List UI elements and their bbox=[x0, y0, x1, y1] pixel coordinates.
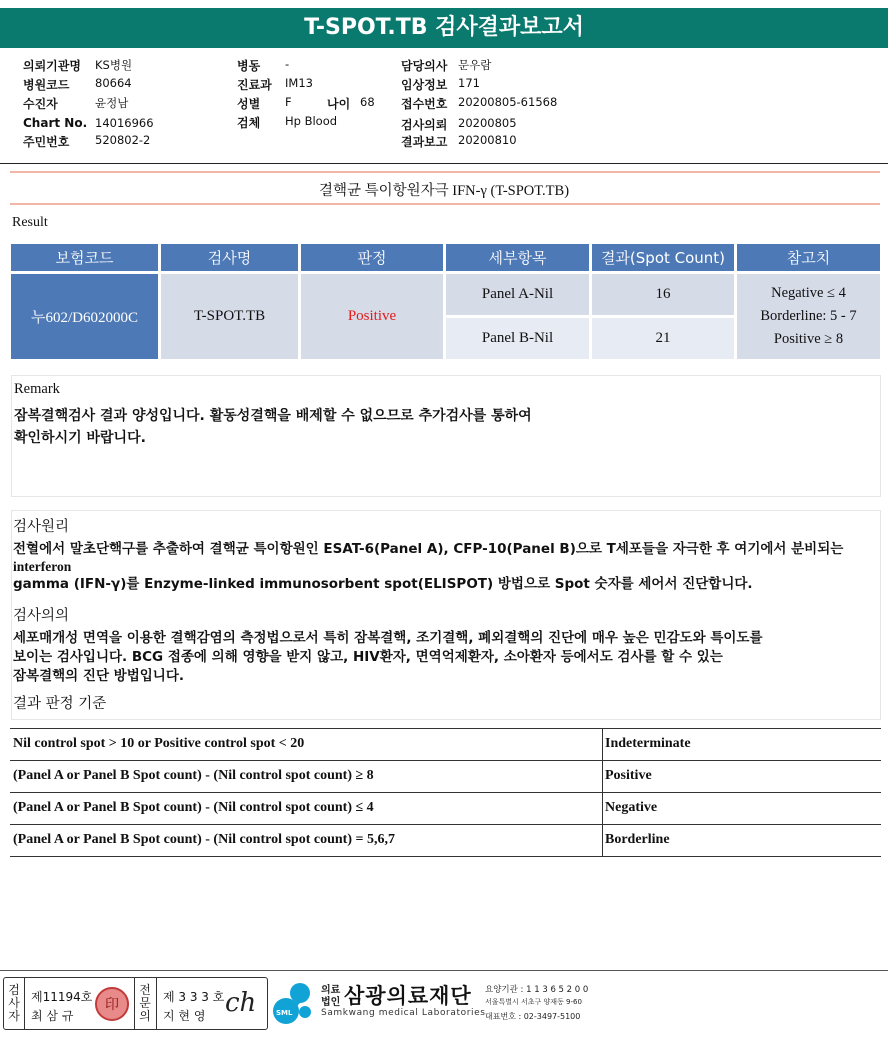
criteria-result-4: Borderline bbox=[605, 832, 670, 847]
criteria-condition-4: (Panel A or Panel B Spot count) - (Nil control spot count) = 5,6,7 bbox=[13, 832, 395, 847]
specialist-name: 지 현 영 bbox=[163, 1009, 206, 1023]
examiner-seal-icon: 印 bbox=[95, 987, 129, 1021]
test-name-cell: T-SPOT.TB bbox=[161, 274, 298, 359]
label-receipt-no: 접수번호 bbox=[401, 97, 448, 111]
value-request-date: 20200805 bbox=[458, 116, 517, 130]
label-doctor: 담당의사 bbox=[401, 59, 448, 73]
criteria-result-2: Positive bbox=[605, 768, 652, 783]
detail-item-panel-a: Panel A-Nil bbox=[446, 274, 589, 315]
sig-divider bbox=[24, 978, 25, 1029]
specialist-label: 전문의 bbox=[139, 983, 151, 1023]
principle-line-3: gamma (IFN-γ)를 Enzyme-linked immunosorbent spot(ELISPOT) 방법으로 Spot 숫자를 세어서 진단합니다. bbox=[13, 576, 753, 592]
label-specimen: 검체 bbox=[237, 116, 261, 130]
value-hospital-code: 80664 bbox=[95, 76, 132, 90]
value-requesting-org: KS병원 bbox=[95, 58, 133, 72]
remark-line-1: 잠복결핵검사 결과 양성입니다. 활동성결핵을 배제할 수 없으므로 추가검사를 통하여 bbox=[14, 408, 532, 424]
th-reference: 참고치 bbox=[737, 244, 880, 271]
specialist-license-no: 제 3 3 3 호 bbox=[163, 990, 225, 1004]
label-sex: 성별 bbox=[237, 97, 261, 111]
label-resident-no: 주민번호 bbox=[23, 135, 70, 149]
label-ward: 병동 bbox=[237, 59, 261, 73]
test-subtitle: 결핵균 특이항원자극 IFN-γ (T-SPOT.TB) bbox=[318, 183, 570, 199]
value-doctor: 문우람 bbox=[458, 58, 492, 72]
subtitle-rule-bottom bbox=[10, 203, 880, 205]
value-sex: F bbox=[285, 95, 292, 109]
value-specimen: Hp Blood bbox=[285, 114, 338, 128]
label-patient: 수진자 bbox=[23, 97, 58, 111]
label-report-date: 결과보고 bbox=[401, 135, 448, 149]
criteria-condition-2: (Panel A or Panel B Spot count) - (Nil control spot count) ≥ 8 bbox=[13, 768, 374, 783]
reference-positive: Positive ≥ 8 bbox=[773, 331, 844, 347]
org-type bbox=[321, 985, 341, 1009]
label-chart-no: Chart No. bbox=[23, 116, 88, 130]
value-age: 68 bbox=[360, 95, 375, 109]
specialist-signature-icon: ch bbox=[225, 988, 257, 1018]
header-divider bbox=[0, 163, 888, 164]
lab-address: 서울특별시 서초구 양재동 9-60 bbox=[485, 998, 582, 1006]
th-test-name: 검사명 bbox=[161, 244, 298, 271]
label-requesting-org: 의뢰기관명 bbox=[23, 59, 81, 73]
label-hospital-code: 병원코드 bbox=[23, 78, 70, 92]
label-age: 나이 bbox=[327, 97, 351, 111]
sml-logo-icon bbox=[272, 979, 316, 1027]
institution-code: 요양기관 : 1 1 3 6 5 2 0 0 bbox=[485, 985, 589, 995]
examiner-license-no: 제11194호 bbox=[31, 990, 93, 1004]
principle-line-2: interferon bbox=[13, 559, 72, 574]
criteria-rule bbox=[10, 760, 881, 761]
significance-text bbox=[13, 629, 883, 686]
org-name-en: Samkwang medical Laboratories bbox=[321, 1008, 486, 1018]
significance-line-1: 세포매개성 면역을 이용한 결핵감염의 측정법으로서 특히 잠복결핵, 조기결핵, 폐외결핵의 진단에 매우 높은 민감도와 특이도를 bbox=[13, 630, 763, 646]
criteria-condition-3: (Panel A or Panel B Spot count) - (Nil control spot count) ≤ 4 bbox=[13, 800, 374, 815]
th-insurance-code: 보험코드 bbox=[11, 244, 158, 271]
judgement-cell: Positive bbox=[301, 274, 443, 359]
principle-text bbox=[13, 540, 883, 594]
reference-borderline: Borderline: 5 - 7 bbox=[760, 308, 857, 324]
criteria-column-divider bbox=[602, 728, 603, 856]
principle-line-1: 전혈에서 말초단핵구를 추출하여 결핵균 특이항원인 ESAT-6(Panel A), CFP-10(Panel B)으로 T세포들을 자극한 후 여기에서 분비되는 bbox=[13, 541, 844, 557]
value-resident-no: 520802-2 bbox=[95, 133, 151, 147]
criteria-rule bbox=[10, 856, 881, 857]
value-department: IM13 bbox=[285, 76, 313, 90]
principle-label: 검사원리 bbox=[13, 519, 70, 535]
spot-count-panel-b: 21 bbox=[592, 318, 734, 359]
remark-label: Remark bbox=[14, 381, 60, 397]
value-report-date: 20200810 bbox=[458, 133, 517, 147]
org-name: 삼광의료재단 bbox=[344, 984, 472, 1008]
th-judgement: 판정 bbox=[301, 244, 443, 271]
subtitle-rule-top bbox=[10, 171, 880, 173]
value-chart-no: 14016966 bbox=[95, 116, 154, 130]
th-detail-item: 세부항목 bbox=[446, 244, 589, 271]
criteria-rule bbox=[10, 728, 881, 729]
org-type-line-2: 법인 bbox=[321, 997, 341, 1008]
criteria-result-3: Negative bbox=[605, 800, 658, 815]
criteria-condition-1: Nil control spot > 10 or Positive control spot < 20 bbox=[13, 736, 305, 751]
insurance-code-cell: 누602/D602000C bbox=[11, 274, 158, 359]
sig-divider bbox=[156, 978, 157, 1029]
th-spot-count: 결과(Spot Count) bbox=[592, 244, 734, 271]
reference-cell bbox=[737, 274, 880, 359]
remark-text bbox=[14, 405, 532, 449]
label-department: 진료과 bbox=[237, 78, 272, 92]
remark-line-2: 확인하시기 바랍니다. bbox=[14, 430, 146, 446]
value-clinical-info: 171 bbox=[458, 76, 480, 90]
org-type-line-1: 의료 bbox=[321, 985, 341, 996]
examiner-label: 검사자 bbox=[8, 983, 20, 1023]
footer-divider bbox=[0, 970, 888, 971]
label-clinical-info: 임상정보 bbox=[401, 78, 448, 92]
sig-divider bbox=[134, 978, 135, 1029]
value-ward: - bbox=[285, 57, 290, 71]
label-request-date: 검사의뢰 bbox=[401, 118, 448, 132]
criteria-rule bbox=[10, 792, 881, 793]
significance-label: 검사의의 bbox=[13, 608, 70, 624]
significance-line-3: 잠복결핵의 진단 방법입니다. bbox=[13, 668, 185, 684]
criteria-rule bbox=[10, 824, 881, 825]
spot-count-panel-a: 16 bbox=[592, 274, 734, 315]
sml-logo-text: SML bbox=[276, 1009, 293, 1017]
value-receipt-no: 20200805-61568 bbox=[458, 95, 558, 109]
value-patient: 윤정남 bbox=[95, 96, 129, 110]
reference-negative: Negative ≤ 4 bbox=[771, 285, 846, 301]
significance-line-2: 보이는 검사입니다. BCG 접종에 의해 영향을 받지 않고, HIV환자, 면역억제환자, 소아환자 등에서도 검사를 할 수 있는 bbox=[13, 649, 723, 665]
criteria-label: 결과 판정 기준 bbox=[13, 696, 107, 712]
examiner-name: 최 삼 규 bbox=[31, 1009, 74, 1023]
criteria-result-1: Indeterminate bbox=[605, 736, 691, 751]
result-label: Result bbox=[12, 215, 48, 230]
lab-phone: 대표번호 : 02-3497-5100 bbox=[485, 1012, 581, 1021]
report-title: T-SPOT.TB 검사결과보고서 bbox=[0, 8, 888, 48]
detail-item-panel-b: Panel B-Nil bbox=[446, 318, 589, 359]
